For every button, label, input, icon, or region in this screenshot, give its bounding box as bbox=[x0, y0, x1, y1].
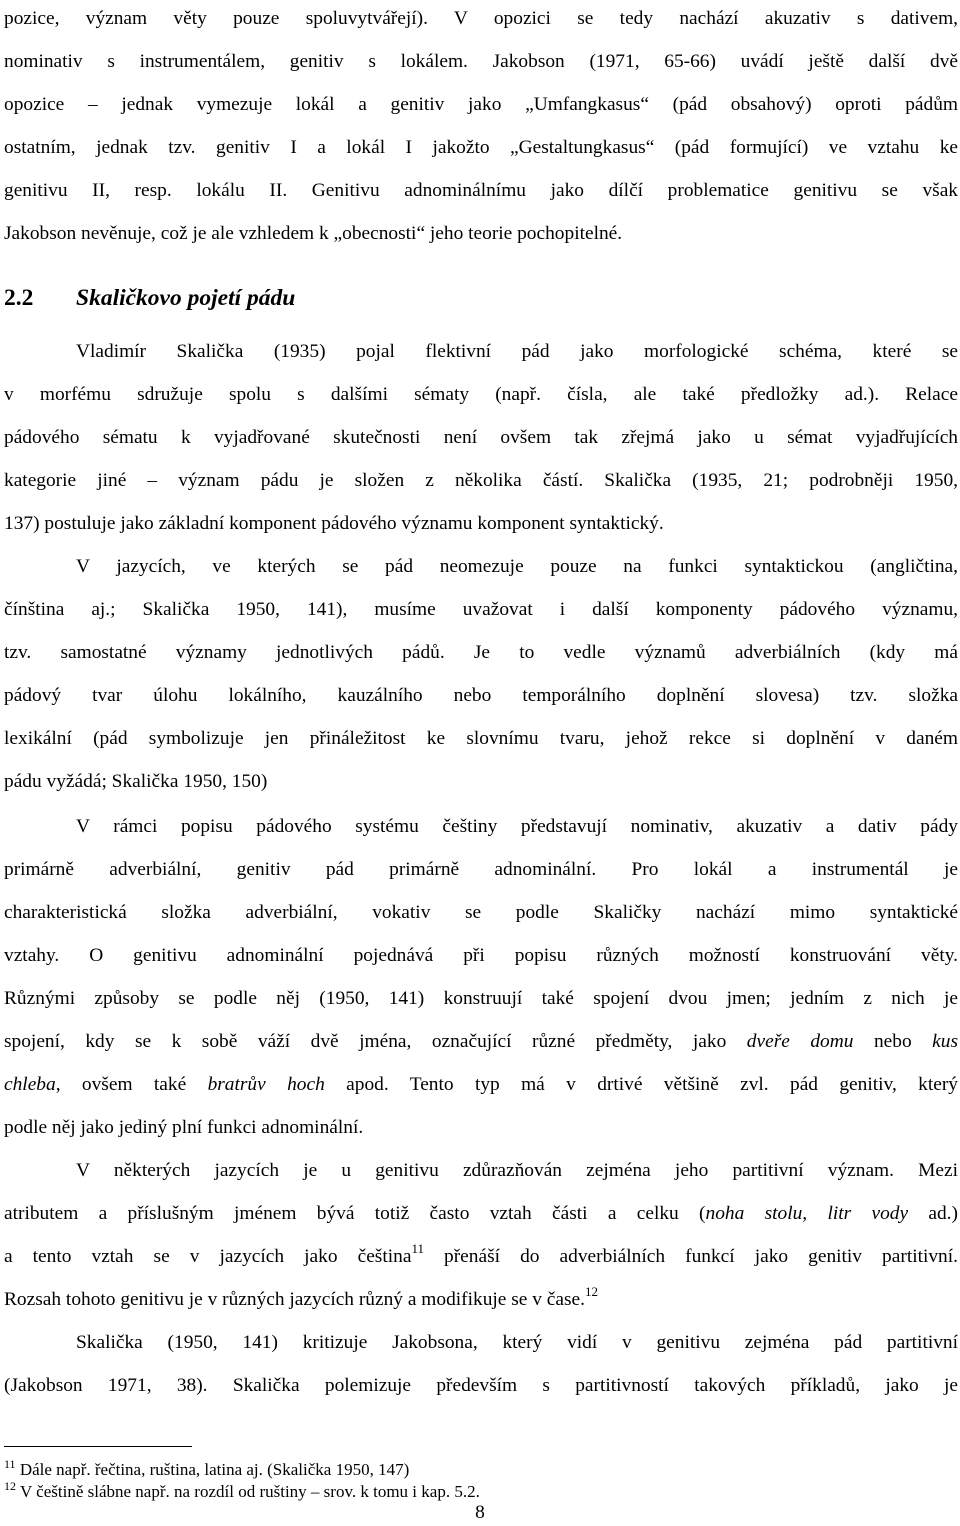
text-line: charakteristická složka adverbiální, vokativ se podle Skaličky nachází mimo syntaktické bbox=[4, 902, 958, 923]
footnote-reference[interactable]: 11 bbox=[411, 1241, 424, 1256]
text-run: Rozsah tohoto genitivu je v různých jazycích různý a modifikuje se v čase. bbox=[4, 1289, 585, 1310]
page-number: 8 bbox=[475, 1502, 485, 1523]
text-line bbox=[4, 1070, 958, 1100]
footnote-text: Dále např. řečtina, ruština, latina aj. (Skalička 1950, 147) bbox=[19, 1460, 410, 1479]
example-phrase: chleba bbox=[4, 1074, 56, 1095]
text-line: nominativ s instrumentálem, genitiv s lokálem. Jakobson (1971, 65-66) uvádí ještě další dvě bbox=[4, 51, 958, 72]
text-run: ad.) bbox=[908, 1203, 958, 1224]
footnote-mark: 12 bbox=[4, 1479, 16, 1493]
footnote-text: V češtině slábne např. na rozdíl od ruštiny – srov. k tomu i kap. 5.2. bbox=[19, 1482, 480, 1501]
text-line: čínština aj.; Skalička 1950, 141), musíme uvažovat i další komponenty pádového významu, bbox=[4, 599, 958, 620]
text-line: pádu vyžádá; Skalička 1950, 150) bbox=[4, 771, 268, 792]
text-line: Vladimír Skalička (1935) pojal flektivní pád jako morfologické schéma, které se bbox=[76, 341, 958, 362]
example-phrase: noha stolu, litr vody bbox=[705, 1203, 909, 1224]
section-title: Skaličkovo pojetí pádu bbox=[76, 285, 296, 311]
text-line: pozice, význam věty pouze spoluvytvářejí). V opozici se tedy nachází akuzativ s dativem, bbox=[4, 8, 958, 29]
text-line: V některých jazycích je u genitivu zdůrazňován zejména jeho partitivní význam. Mezi bbox=[76, 1160, 958, 1181]
text-line: podle něj jako jediný plní funkci adnominální. bbox=[4, 1117, 364, 1138]
text-line: primárně adverbiální, genitiv pád primárně adnominální. Pro lokál a instrumentál je bbox=[4, 859, 958, 880]
text-line: genitivu II, resp. lokálu II. Genitivu adnominálnímu jako dílčí problematice genitivu se však bbox=[4, 180, 958, 201]
text-line: kategorie jiné – význam pádu je složen z několika částí. Skalička (1935, 21; podrobněji 1950, bbox=[4, 470, 958, 491]
section-number: 2.2 bbox=[4, 285, 34, 311]
text-line: tzv. samostatné významy jednotlivých pádů. Je to vedle významů adverbiálních (kdy má bbox=[4, 642, 958, 663]
text-run: nebo bbox=[853, 1031, 933, 1052]
text-line: Různými způsoby se podle něj (1950, 141) konstruují také spojení dvou jmen; jedním z nich je bbox=[4, 988, 958, 1009]
example-phrase: bratrův hoch bbox=[207, 1074, 325, 1095]
text-line bbox=[4, 1242, 958, 1272]
text-line: ostatním, jednak tzv. genitiv I a lokál I jakožto „Gestaltungkasus“ (pád formující) ve vztahu ke bbox=[4, 137, 958, 158]
text-run: a tento vztah se v jazycích jako čeština bbox=[4, 1246, 412, 1267]
example-phrase: kus bbox=[932, 1031, 959, 1052]
text-line bbox=[4, 1199, 958, 1229]
footnote-divider bbox=[4, 1446, 192, 1447]
section-heading bbox=[4, 283, 295, 313]
text-line: (Jakobson 1971, 38). Skalička polemizuje především s partitivností takových příkladů, jako je bbox=[4, 1375, 958, 1396]
text-line: Jakobson nevěnuje, což je ale vzhledem k „obecnosti“ jeho teorie pochopitelné. bbox=[4, 223, 623, 244]
text-run: , ovšem také bbox=[55, 1074, 208, 1095]
footnote bbox=[4, 1459, 409, 1481]
text-line bbox=[4, 1027, 958, 1057]
text-line: v morfému sdružuje spolu s dalšími sématy (např. čísla, ale také předložky ad.). Relace bbox=[4, 384, 958, 405]
text-run: spojení, kdy se k sobě váží dvě jména, označující různé předměty, jako bbox=[4, 1031, 747, 1052]
text-line: vztahy. O genitivu adnominální pojednává při popisu různých možností konstruování věty. bbox=[4, 945, 958, 966]
text-line: Skalička (1950, 141) kritizuje Jakobsona, který vidí v genitivu zejména pád partitivní bbox=[76, 1332, 958, 1353]
text-line: V rámci popisu pádového systému češtiny představují nominativ, akuzativ a dativ pády bbox=[76, 816, 958, 837]
text-line: opozice – jednak vymezuje lokál a genitiv jako „Umfangkasus“ (pád obsahový) oproti pádům bbox=[4, 94, 958, 115]
text-line: 137) postuluje jako základní komponent pádového významu komponent syntaktický. bbox=[4, 513, 664, 534]
text-line: lexikální (pád symbolizuje jen přináležitost ke slovnímu tvaru, jehož rekce si doplnění v daném bbox=[4, 728, 958, 749]
text-run: atributem a příslušným jménem bývá totiž často vztah části a celku ( bbox=[4, 1203, 706, 1224]
text-line: pádového sématu k vyjadřované skutečnosti není ovšem tak zřejmá jako u sémat vyjadřujících bbox=[4, 427, 958, 448]
text-run: přenáší do adverbiálních funkcí jako genitiv partitivní. bbox=[423, 1246, 958, 1267]
footnote-reference[interactable]: 12 bbox=[585, 1284, 598, 1299]
example-phrase: dveře domu bbox=[746, 1031, 854, 1052]
text-run: apod. Tento typ má v drtivé většině zvl. pád genitiv, který bbox=[324, 1074, 959, 1095]
text-line bbox=[4, 1285, 958, 1315]
text-line: pádový tvar úlohu lokálního, kauzálního nebo temporálního doplnění slovesa) tzv. složka bbox=[4, 685, 958, 706]
text-line: V jazycích, ve kterých se pád neomezuje pouze na funkci syntaktickou (angličtina, bbox=[76, 556, 958, 577]
footnote-mark: 11 bbox=[4, 1457, 16, 1471]
